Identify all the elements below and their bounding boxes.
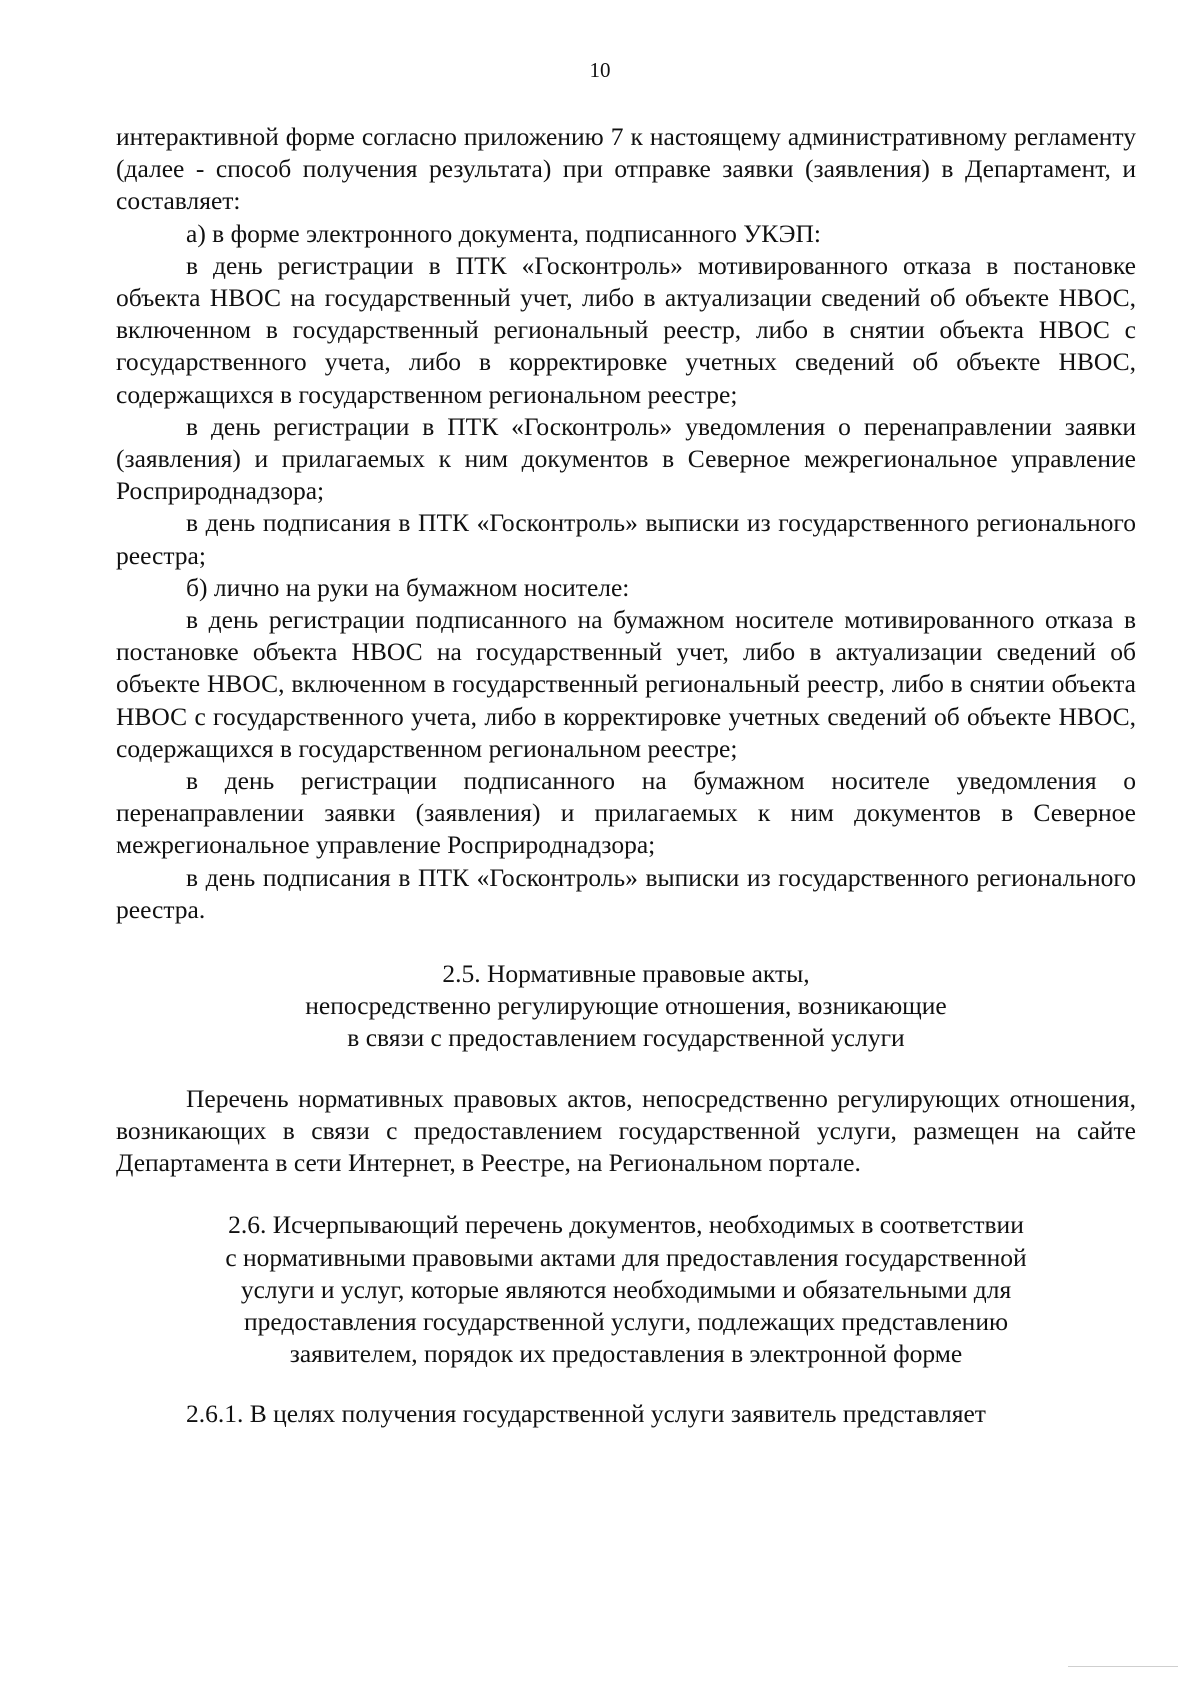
paragraph-2-5: Перечень нормативных правовых актов, непосредственно регулирующих отношения, возникающих в связи с предоставлением государственной услуги, размещен на сайте Департамента в сети Интернет, в Реестре, на Региональном портале.	[116, 1083, 1136, 1178]
paragraph: в день регистрации в ПТК «Госконтроль» мотивированного отказа в постановке объекта НВОС на государственный учет, либо в актуализации сведений об объекте НВОС, включенном в государственный региональный реестр, либо в снятии объекта НВОС с государственного учета, либо в корректировке учетных сведений об объекте НВОС, содержащихся в государственном региональном реестре;	[116, 250, 1136, 409]
paragraph: в день регистрации подписанного на бумажном носителе уведомления о перенаправлении заявки (заявления) и прилагаемых к ним документов в Северное межрегиональное управление Росприроднадзора;	[116, 766, 1136, 860]
heading-line: в связи с предоставлением государственной услуги	[347, 1023, 905, 1053]
paragraph-item-b: б) лично на руки на бумажном носителе:	[186, 572, 630, 602]
paragraph: в день регистрации в ПТК «Госконтроль» уведомления о перенаправлении заявки (заявления) и прилагаемых к ним документов в Северное межрегиональное управление Росприроднадзора;	[116, 411, 1136, 506]
heading-line: 2.5. Нормативные правовые акты,	[442, 959, 810, 989]
paragraph-item-a: а) в форме электронного документа, подписанного УКЭП:	[186, 218, 821, 248]
heading-line: услуги и услуг, которые являются необходимыми и обязательными для	[240, 1274, 1012, 1304]
paragraph-2-6-1: 2.6.1. В целях получения государственной услуги заявитель представляет	[186, 1399, 986, 1429]
section-heading-2-5	[116, 958, 1136, 1055]
scan-artifact-line	[1068, 1666, 1178, 1667]
section-heading-2-6	[116, 1209, 1136, 1370]
document-body	[116, 121, 1136, 1431]
paragraph-continuation: интерактивной форме согласно приложению 7 к настоящему административному регламенту (далее - способ получения результата) при отправке заявки (заявления) в Департамент, и составляет:	[116, 122, 1136, 216]
heading-line: непосредственно регулирующие отношения, возникающие	[305, 991, 947, 1021]
heading-line: заявителем, порядок их предоставления в электронной форме	[289, 1339, 963, 1369]
paragraph: в день подписания в ПТК «Госконтроль» выписки из государственного регионального реестра;	[116, 508, 1136, 570]
heading-line: 2.6. Исчерпывающий перечень документов, необходимых в соответствии	[228, 1210, 1024, 1240]
paragraph: в день регистрации подписанного на бумажном носителе мотивированного отказа в постановке объекта НВОС на государственный учет, либо в актуализации сведений об объекте НВОС, включенном в государственный региональный реестр, либо в снятии объекта НВОС с государственного учета, либо в корректировке учетных сведений об объекте НВОС, содержащихся в государственном региональном реестре;	[116, 605, 1136, 763]
heading-line: с нормативными правовыми актами для предоставления государственной	[225, 1242, 1027, 1272]
paragraph: в день подписания в ПТК «Госконтроль» выписки из государственного регионального реестра.	[116, 862, 1136, 924]
heading-line: предоставления государственной услуги, подлежащих представлению	[243, 1306, 1009, 1336]
page-number: 10	[589, 58, 611, 82]
